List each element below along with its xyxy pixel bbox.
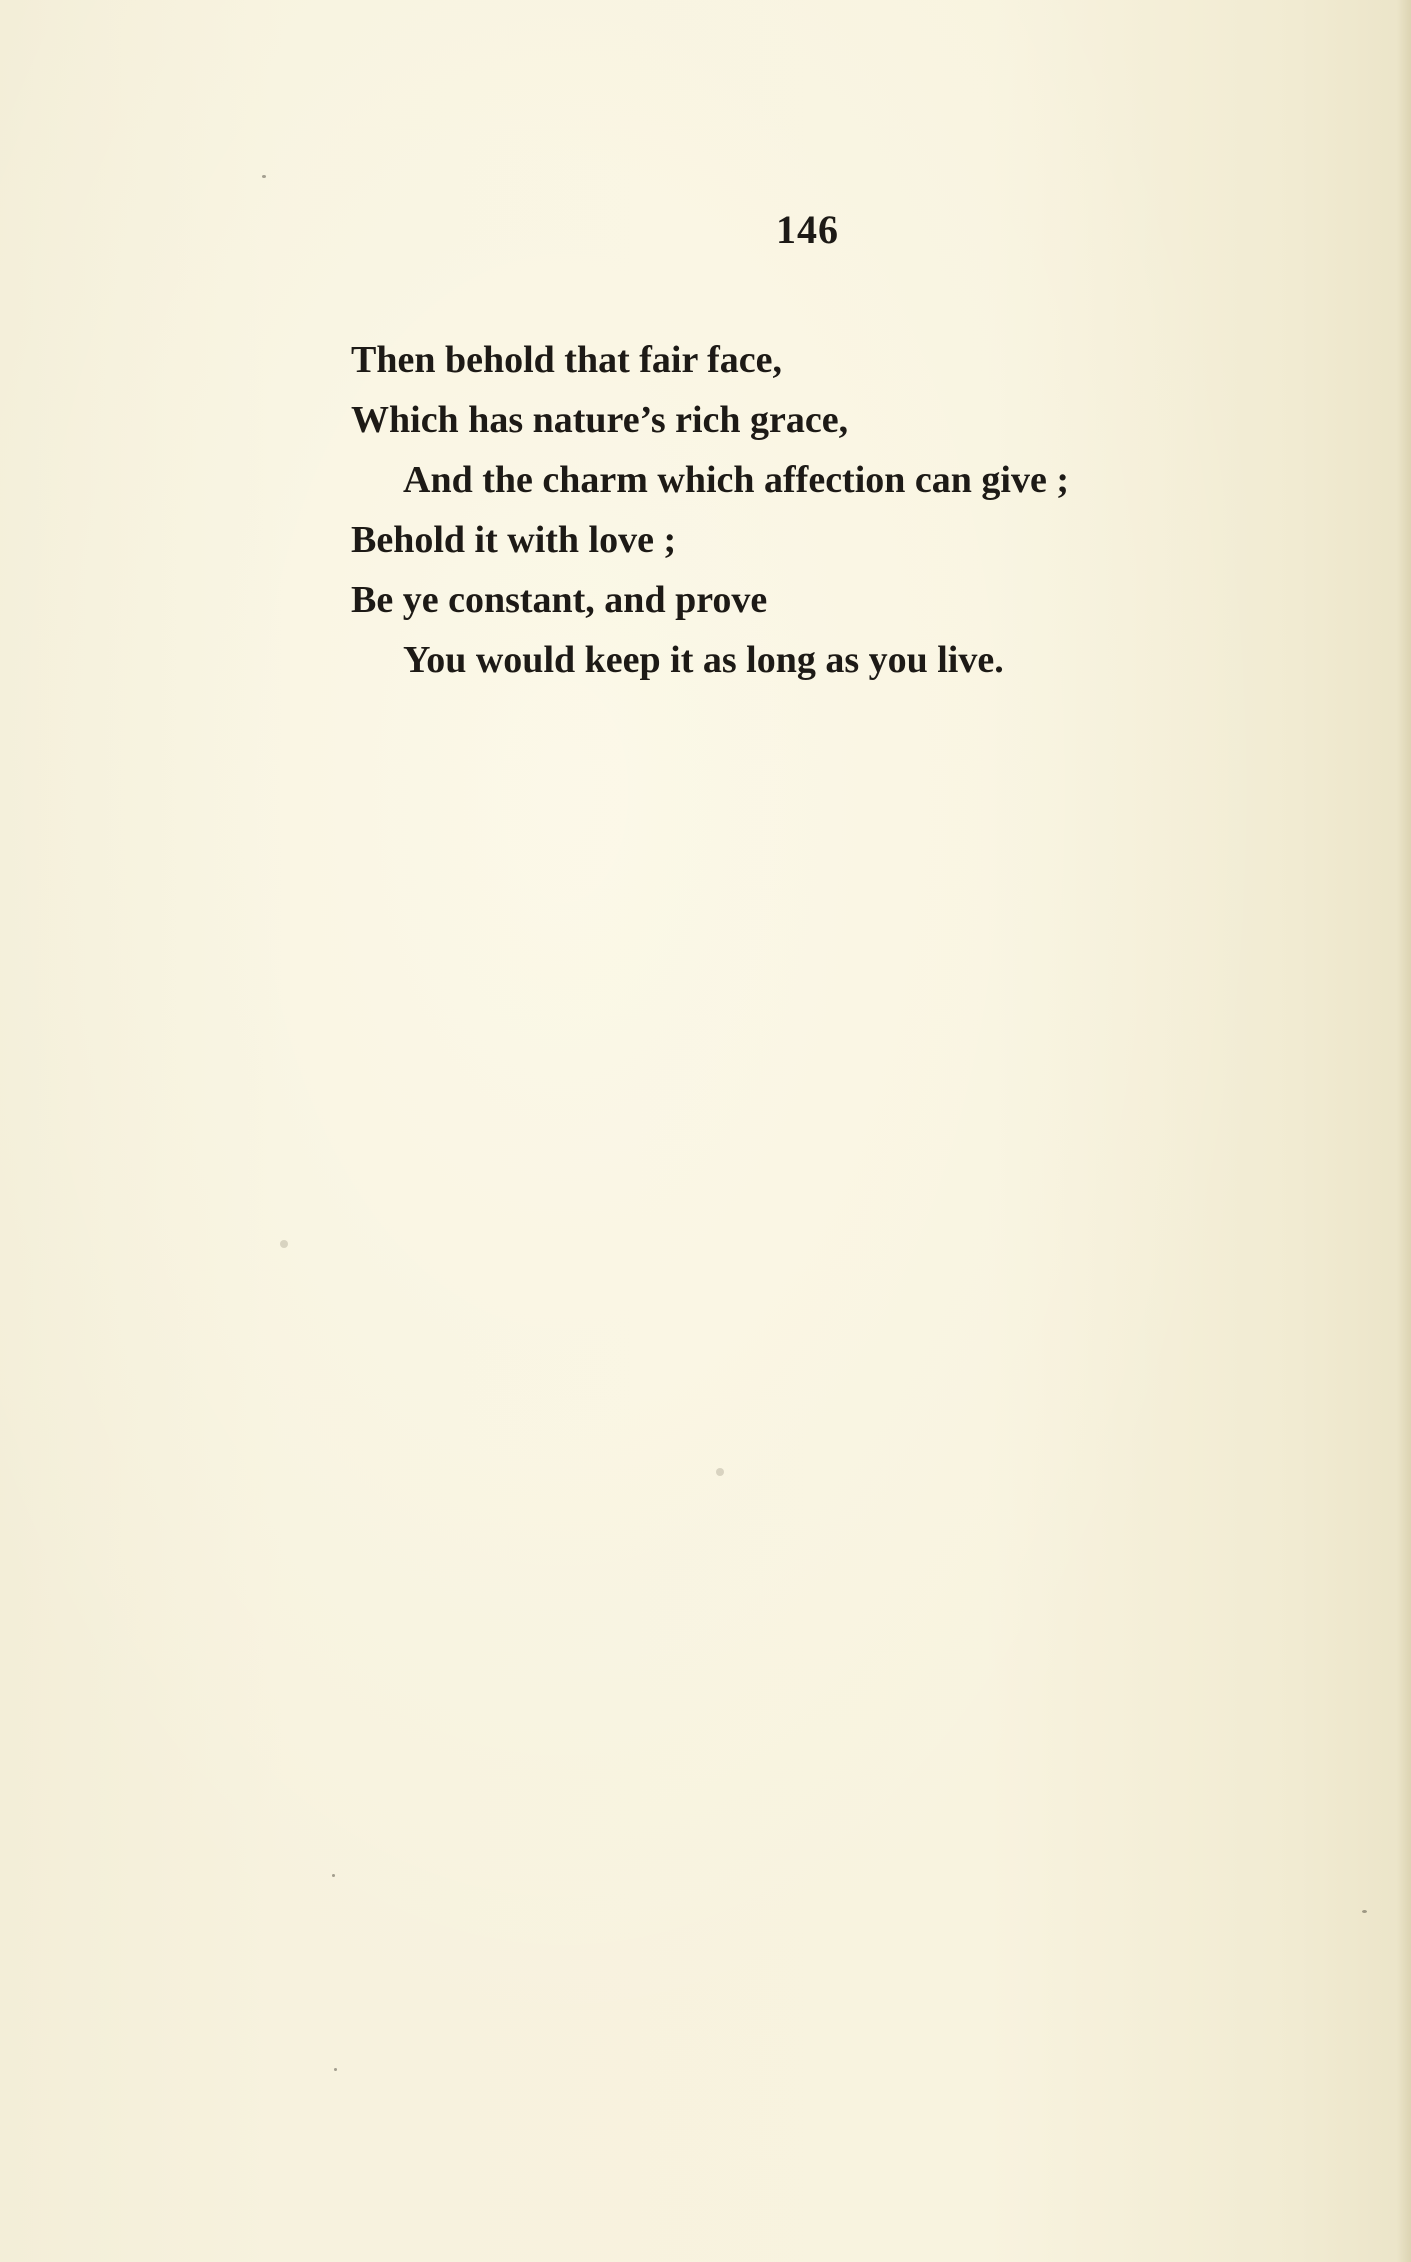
paper-speck (334, 2068, 337, 2071)
paper-speck (716, 1468, 724, 1476)
page-edge-shadow (1397, 0, 1411, 2262)
poem-line: Then behold that fair face, (351, 339, 783, 381)
poem-stanza (351, 330, 1251, 690)
paper-speck (1362, 1910, 1367, 1913)
poem-line: Which has nature’s rich grace, (351, 399, 849, 441)
poem-line: Be ye constant, and prove (351, 579, 768, 621)
page-number-text: 146 (776, 207, 839, 252)
reverse-side-bleed-through (430, 690, 1330, 750)
poem-line: Behold it with love ; (351, 519, 677, 561)
poem-line: You would keep it as long as you live. (403, 639, 1004, 681)
page-number (0, 206, 1411, 253)
poem-line: And the charm which affection can give ; (403, 459, 1069, 501)
paper-speck (332, 1874, 335, 1877)
paper-speck (262, 175, 266, 178)
paper-speck (280, 1240, 288, 1248)
